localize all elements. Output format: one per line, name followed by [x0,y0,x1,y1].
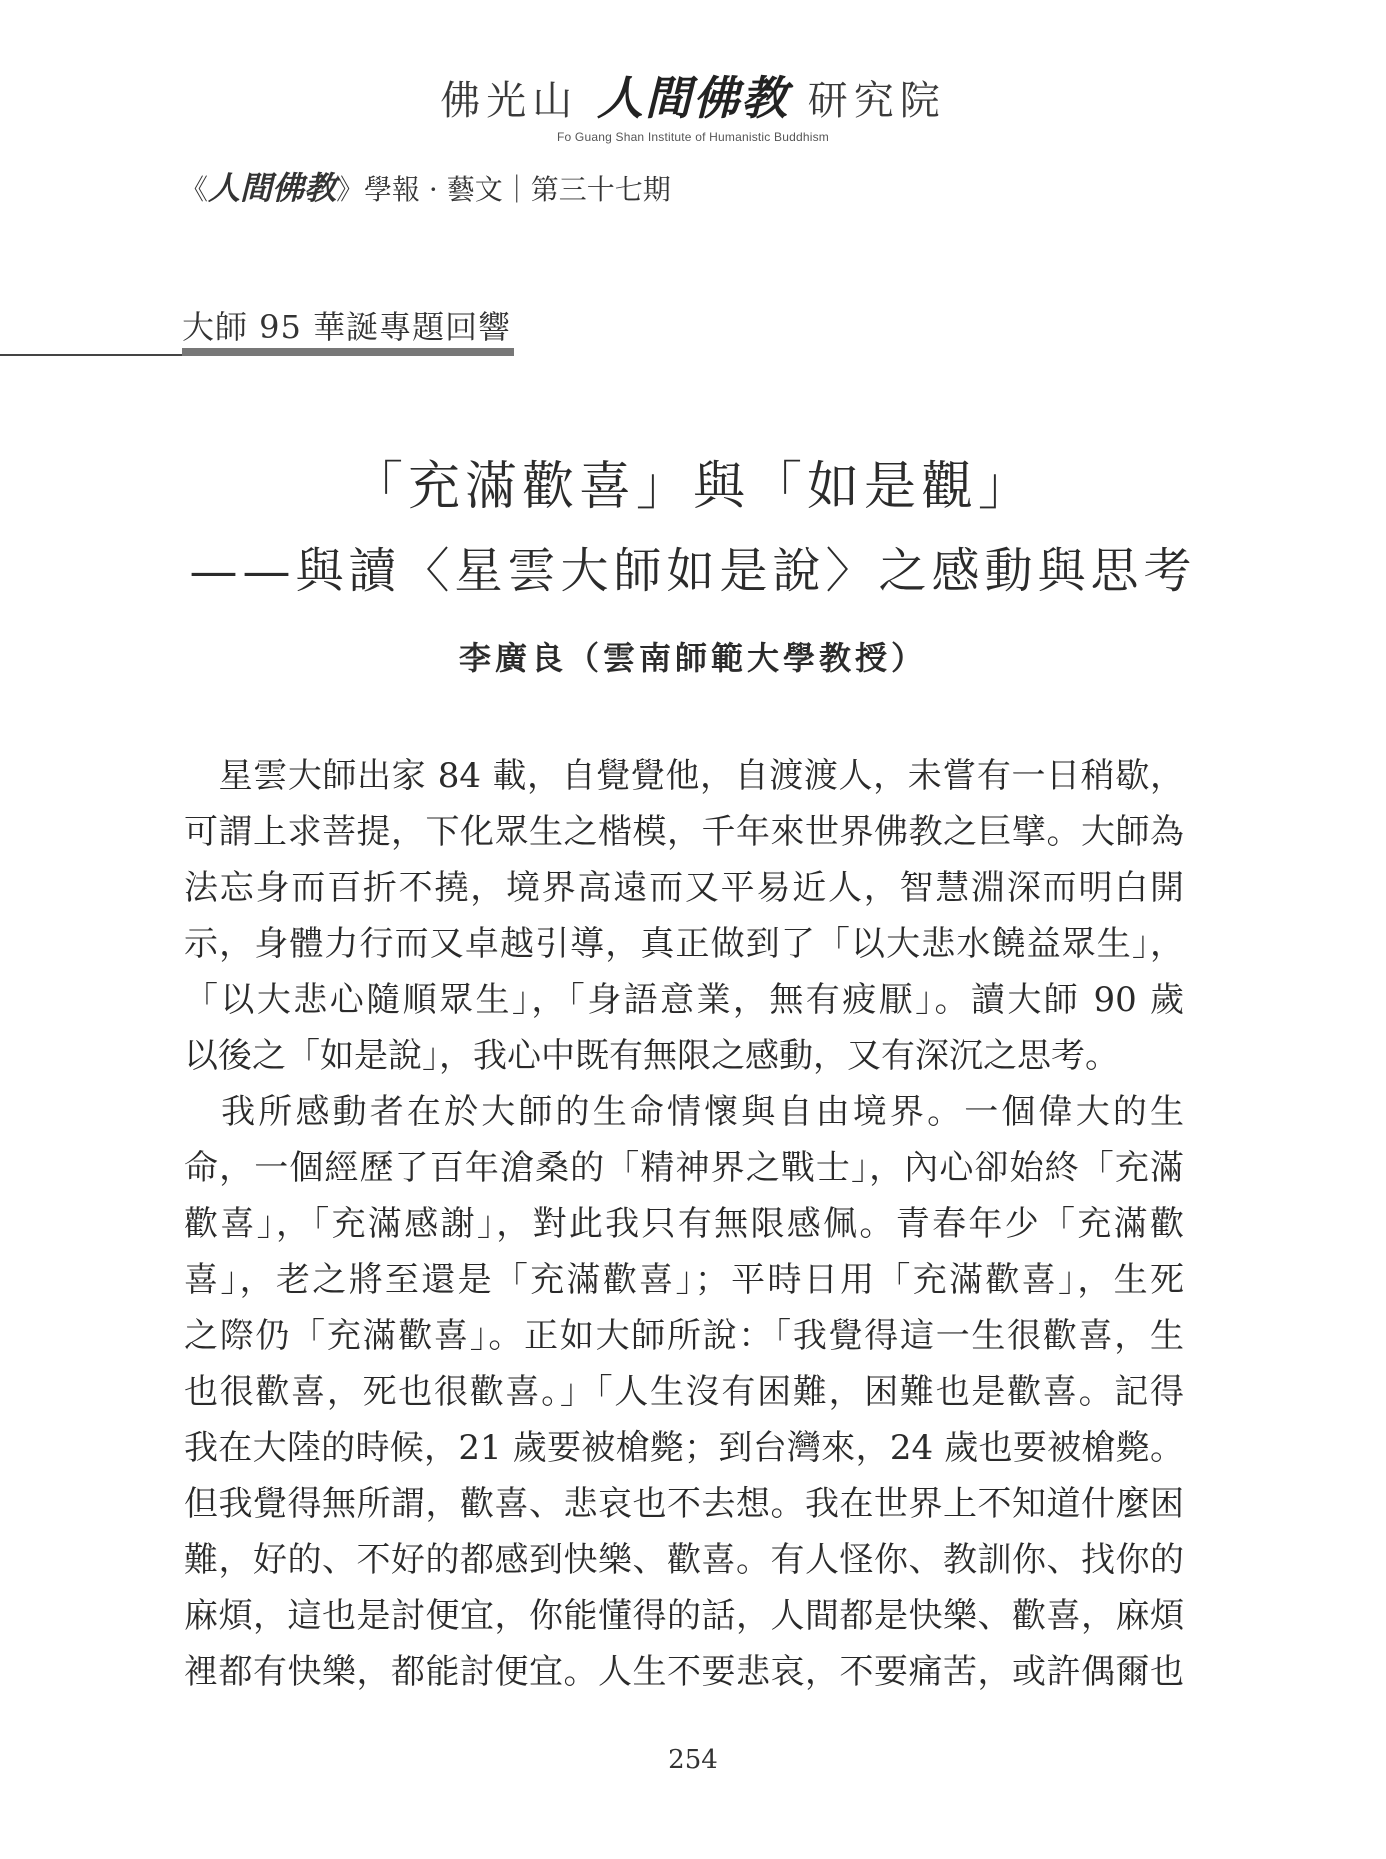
body-line: 以後之「如是說」，我心中既有無限之感動，又有深沉之思考。 [184,1036,1119,1076]
body-line: 星雲大師出家 84 載，自覺覺他，自渡渡人，未嘗有一日稍歇， [184,756,1184,796]
journal-running-head [180,163,671,209]
section-tag: 大師 95 華誕專題回響 [182,308,512,346]
article-subtitle: ——與讀〈星雲大師如是說〉之感動與思考 [189,543,1197,599]
journal-brand-logo: 人間佛教 [208,169,337,207]
body-line: 難，好的、不好的都感到快樂、歡喜。有人怪你、教訓你、找你的 [184,1540,1184,1580]
institute-header [0,62,1386,144]
body-line: 麻煩，這也是討便宜，你能懂得的話，人間都是快樂、歡喜，麻煩 [184,1596,1184,1636]
body-line: 裡都有快樂，都能討便宜。人生不要悲哀，不要痛苦，或許偶爾也 [184,1652,1184,1692]
journal-issue: 》學報 · 藝文｜第三十七期 [336,173,671,206]
body-line: 「以大悲心隨順眾生」，「身語意業，無有疲厭」。讀大師 90 歲 [184,980,1184,1020]
body-line: 命，一個經歷了百年滄桑的「精神界之戰士」，內心卻始終「充滿 [184,1148,1184,1188]
body-line: 我在大陸的時候，21 歲要被槍斃；到台灣來，24 歲也要被槍斃。 [184,1428,1184,1468]
institute-brand-logo: 人間佛教 [597,71,789,125]
body-line: 喜」，老之將至還是「充滿歡喜」；平時日用「充滿歡喜」，生死 [184,1260,1184,1300]
journal-open-bracket: 《 [180,173,209,206]
institute-name [0,62,1386,128]
body-line: 歡喜」，「充滿感謝」，對此我只有無限感佩。青春年少「充滿歡 [184,1204,1184,1244]
institute-name-suffix: 研究院 [807,78,946,124]
article-title: 「充滿歡喜」與「如是觀」 [350,457,1035,517]
institute-name-prefix: 佛光山 [440,78,579,124]
body-line: 但我覺得無所謂，歡喜、悲哀也不去想。我在世界上不知道什麼困 [184,1484,1184,1524]
body-line: 法忘身而百折不撓，境界高遠而又平易近人，智慧淵深而明白開 [184,868,1184,908]
article-body [184,748,1184,1700]
body-line: 也很歡喜，死也很歡喜。」「人生沒有困難，困難也是歡喜。記得 [184,1372,1184,1412]
article-author: 李廣良（雲南師範大學教授） [458,639,927,677]
body-line: 之際仍「充滿歡喜」。正如大師所說：「我覺得這一生很歡喜，生 [184,1316,1184,1356]
body-line: 可謂上求菩提，下化眾生之楷模，千年來世界佛教之巨擘。大師為 [184,812,1184,852]
page-number: 254 [668,1745,718,1775]
institute-english-name: Fo Guang Shan Institute of Humanistic Buddhism [556,130,829,144]
section-rule-thick [182,348,514,356]
body-line: 我所感動者在於大師的生命情懷與自由境界。一個偉大的生 [184,1092,1184,1132]
body-line: 示，身體力行而又卓越引導，真正做到了「以大悲水饒益眾生」， [184,924,1184,964]
